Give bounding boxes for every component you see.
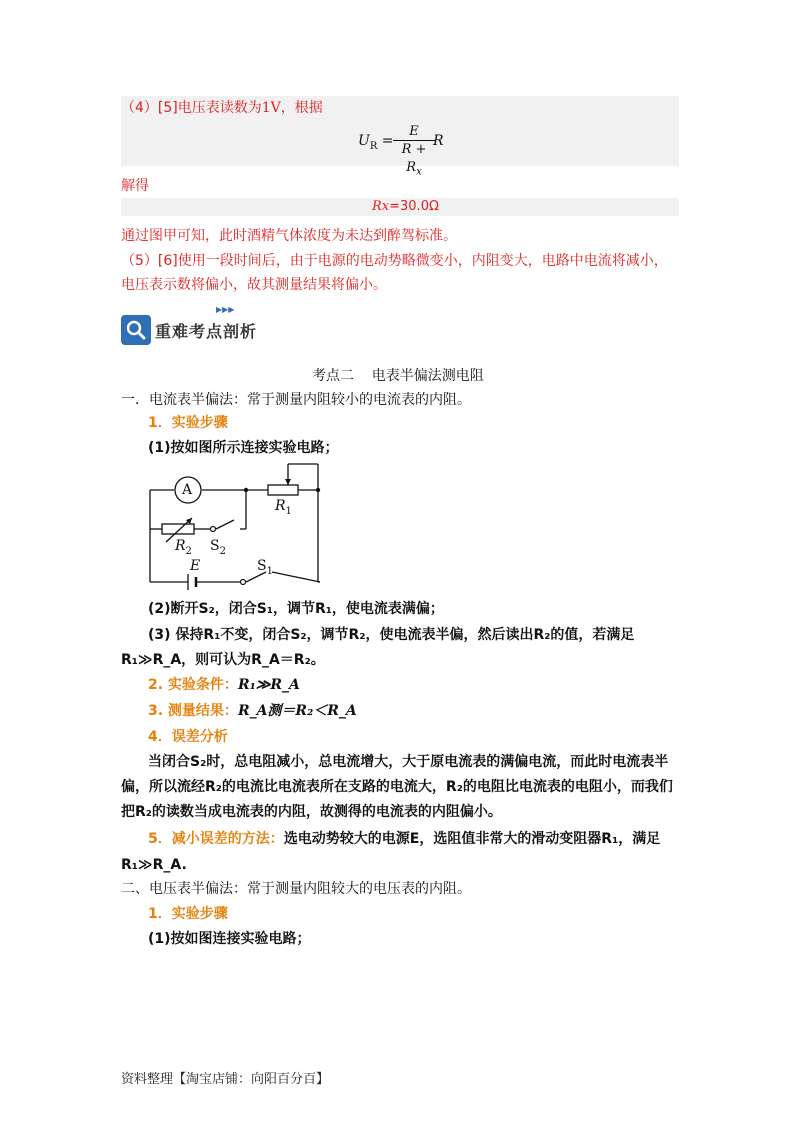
reduce-line: 5．减小误差的方法：选电动势较大的电源E，选阻值非常大的滑动变阻器R₁，满足	[148, 831, 661, 847]
answer-line-5b: 电压表示数将偏小，故其测量结果将偏小。	[121, 277, 387, 293]
answer-line-5a: （5）[6]使用一段时间后，由于电源的电动势略微变小，内阻变大，电路中电流将减小，	[121, 253, 668, 269]
error-p3: 把R₂的读数当成电流表的内阻，故测得的电流表的内阻偏小。	[121, 804, 502, 820]
section-title: 考点二 电表半偏法测电阻	[312, 368, 484, 384]
key-points-banner	[121, 305, 271, 345]
error-p1: 当闭合S₂时，总电阻减小，总电流增大，大于原电流表的满偏电流，而此时电流表半	[148, 754, 669, 770]
step-1: (1)按如图所示连接实验电路；	[148, 440, 339, 456]
rx-result: Rx=30.0Ω	[372, 199, 439, 214]
step-3a: (3) 保持R₁不变，闭合S₂，调节R₂，使电流表半偏，然后读出R₂的值，若满足	[148, 627, 635, 643]
r2-label: $R_2$	[175, 538, 192, 557]
arrows-icon: ▶▶▶	[216, 305, 235, 314]
banner-label: 重难考点剖析	[155, 322, 258, 341]
e-label: E	[190, 558, 201, 574]
magnifier-icon	[121, 315, 151, 345]
circuit-diagram	[140, 460, 340, 590]
ammeter-label: A	[182, 482, 193, 498]
answer-line-4: （4）[5]电压表读数为1V，根据	[121, 100, 323, 116]
footer-note: 资料整理【淘宝店铺：向阳百分百】	[121, 1072, 330, 1087]
condition-line: 2. 实验条件：R₁≫R_A	[148, 677, 300, 693]
result-line: 3. 测量结果：R_A测＝R₂＜R_A	[148, 703, 357, 719]
solve-label: 解得	[121, 178, 149, 194]
conclusion: 通过图甲可知，此时酒精气体浓度为未达到醉驾标准。	[121, 228, 457, 244]
step-2: (2)断开S₂，闭合S₁，调节R₁，使电流表满偏；	[148, 601, 444, 617]
step-3b: R₁≫R_A，则可认为R_A＝R₂。	[121, 652, 325, 668]
s1-label: $S_1$	[257, 558, 273, 577]
part2-step-heading: 1．实验步骤	[148, 906, 228, 922]
r1-label: $R_1$	[275, 498, 292, 517]
step-heading: 1．实验步骤	[148, 415, 228, 431]
part2-heading: 二、电压表半偏法：常于测量内阻较大的电压表的内阻。	[121, 881, 471, 897]
part1-heading: 一．电流表半偏法：常于测量内阻较小的电流表的内阻。	[121, 392, 471, 408]
reduce-line-2: R₁≫R_A.	[121, 857, 187, 873]
error-heading: 4．误差分析	[148, 729, 228, 745]
part2-step-1: (1)按如图连接实验电路；	[148, 931, 311, 947]
s2-label: $S_2$	[210, 538, 226, 557]
error-p2: 偏，所以流经R₂的电流比电流表所在支路的电流大，R₂的电阻比电流表的电阻小，而我们	[121, 779, 673, 795]
